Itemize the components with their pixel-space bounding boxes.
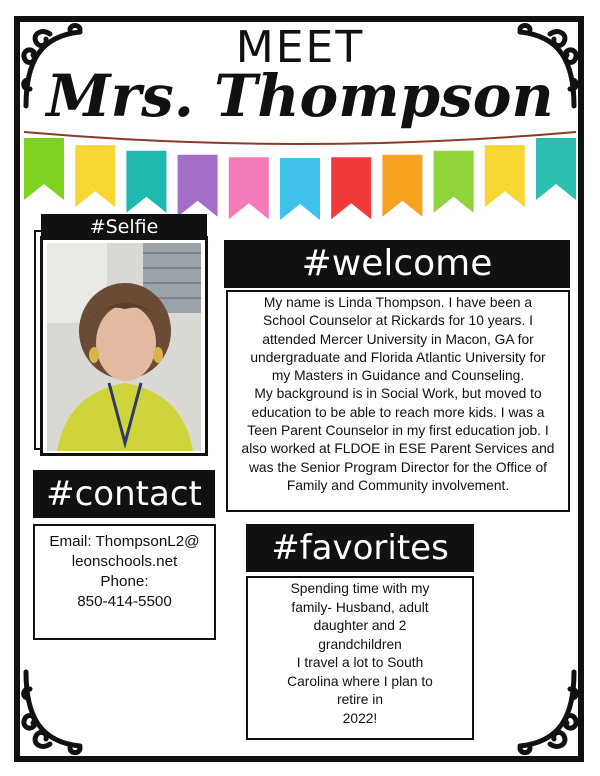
favorites-line: grandchildren [318,636,402,652]
bunting-flag [229,157,269,219]
swirl-corner-bottom-left-icon [20,666,110,756]
favorites-text-box [246,576,474,740]
contact-email-label: Email: ThompsonL2@ [49,533,200,550]
welcome-heading: #welcome [224,240,570,288]
welcome-line: my Masters in Guidance and Counseling. [271,368,525,384]
selfie-label: #Selfie [41,214,207,240]
favorites-line: Carolina where I plan to [287,673,433,689]
favorites-line: 2022! [342,710,378,726]
welcome-line: My background is in Social Work, but moved to [254,386,542,402]
welcome-line: School Counselor at Rickards for 10 years. I [263,313,533,329]
bunting-flag [280,158,320,220]
favorites-line: daughter and 2 [313,618,407,633]
bunting-flag [536,138,576,200]
bunting-flag [434,151,474,213]
welcome-line: My name is Linda Thompson. I have been a [263,295,533,310]
bunting-flag [75,145,115,207]
welcome-text-box [226,290,570,512]
portrait-photo [47,243,201,451]
bunting-flag [126,151,166,213]
contact-phone-number: 850-414-5500 [77,593,172,610]
bunting-flag [178,155,218,217]
page-title: Mrs. Thompson [46,62,554,130]
contact-email-domain: leonschools.net [71,553,178,570]
title-meet: MEET [235,22,365,73]
welcome-line: Family and Community involvement. [286,477,510,493]
contact-phone-label: Phone: [100,573,149,590]
selfie-frame [40,236,208,456]
bunting-flag [331,157,371,219]
welcome-line: education to be able to reach more kids. I was a [251,404,545,420]
favorites-line: retire in [336,692,383,707]
welcome-line: was the Senior Program Director for the Office of [248,459,548,475]
swirl-corner-bottom-right-icon [490,666,580,756]
favorites-line: I travel a lot to South [296,655,424,670]
contact-heading: #contact [33,470,215,518]
welcome-line: undergraduate and Florida Atlantic University for [250,349,546,365]
welcome-line: attended Mercer University in Macon, GA for [262,331,534,347]
favorites-line: Spending time with my [290,581,430,596]
bunting-flag [382,155,422,217]
bunting-flag [24,138,64,200]
favorites-heading: #favorites [246,524,474,572]
bunting-flag [485,145,525,207]
welcome-line: Teen Parent Counselor in my first education job. I [247,423,549,439]
bunting-banner-icon [20,118,580,228]
favorites-line: family- Husband, adult [291,599,429,615]
welcome-line: also worked at FLDOE in ESE Parent Services and [241,441,555,457]
contact-text-box [33,524,216,640]
